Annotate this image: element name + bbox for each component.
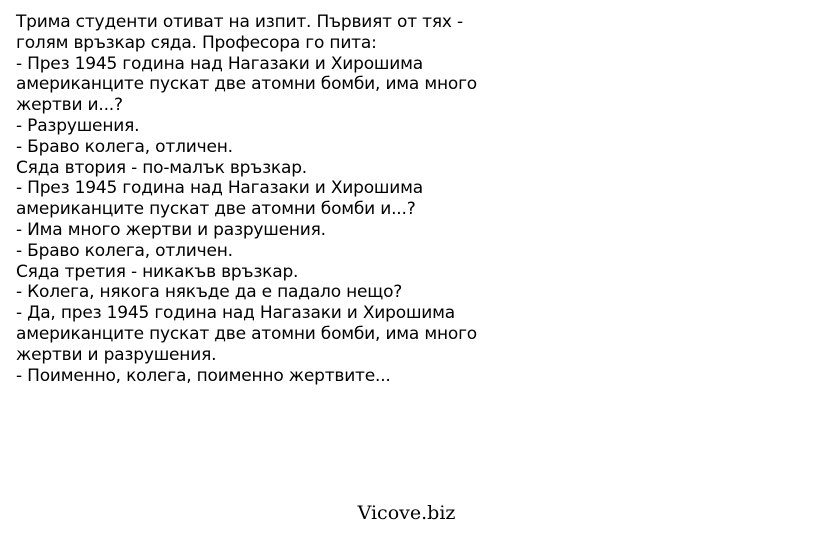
joke-line: - През 1945 година над Нагазаки и Хирошима	[16, 178, 423, 199]
site-watermark: Vicove.biz	[357, 502, 456, 524]
joke-line: голям връзкар сяда. Професора го пита:	[16, 32, 377, 53]
joke-line: - Поименно, колега, поименно жертвите...	[16, 365, 391, 386]
joke-line: Сяда третия - никакъв връзкар.	[16, 261, 299, 282]
joke-line: американците пускат две атомни бомби и...?	[16, 199, 416, 220]
joke-line: - Браво колега, отличен.	[16, 240, 233, 261]
joke-line: - През 1945 година над Нагазаки и Хирошима	[16, 53, 423, 74]
joke-line: американците пускат две атомни бомби, има много	[16, 74, 478, 95]
joke-line: американците пускат две атомни бомби, има много	[16, 323, 478, 344]
joke-line: - Има много жертви и разрушения.	[16, 219, 326, 240]
joke-line: - Браво колега, отличен.	[16, 136, 233, 157]
joke-line: жертви и...?	[16, 95, 123, 116]
joke-text	[16, 12, 816, 386]
joke-line: жертви и разрушения.	[16, 344, 217, 365]
joke-line: Сяда втория - по-малък връзкар.	[16, 157, 307, 178]
joke-line: - Да, през 1945 година над Нагазаки и Хирошима	[16, 303, 455, 324]
joke-line: Трима студенти отиват на изпит. Първият от тях -	[16, 12, 463, 32]
joke-line: - Колега, някога някъде да е падало нещо?	[16, 282, 403, 303]
joke-line: - Разрушения.	[16, 115, 140, 136]
